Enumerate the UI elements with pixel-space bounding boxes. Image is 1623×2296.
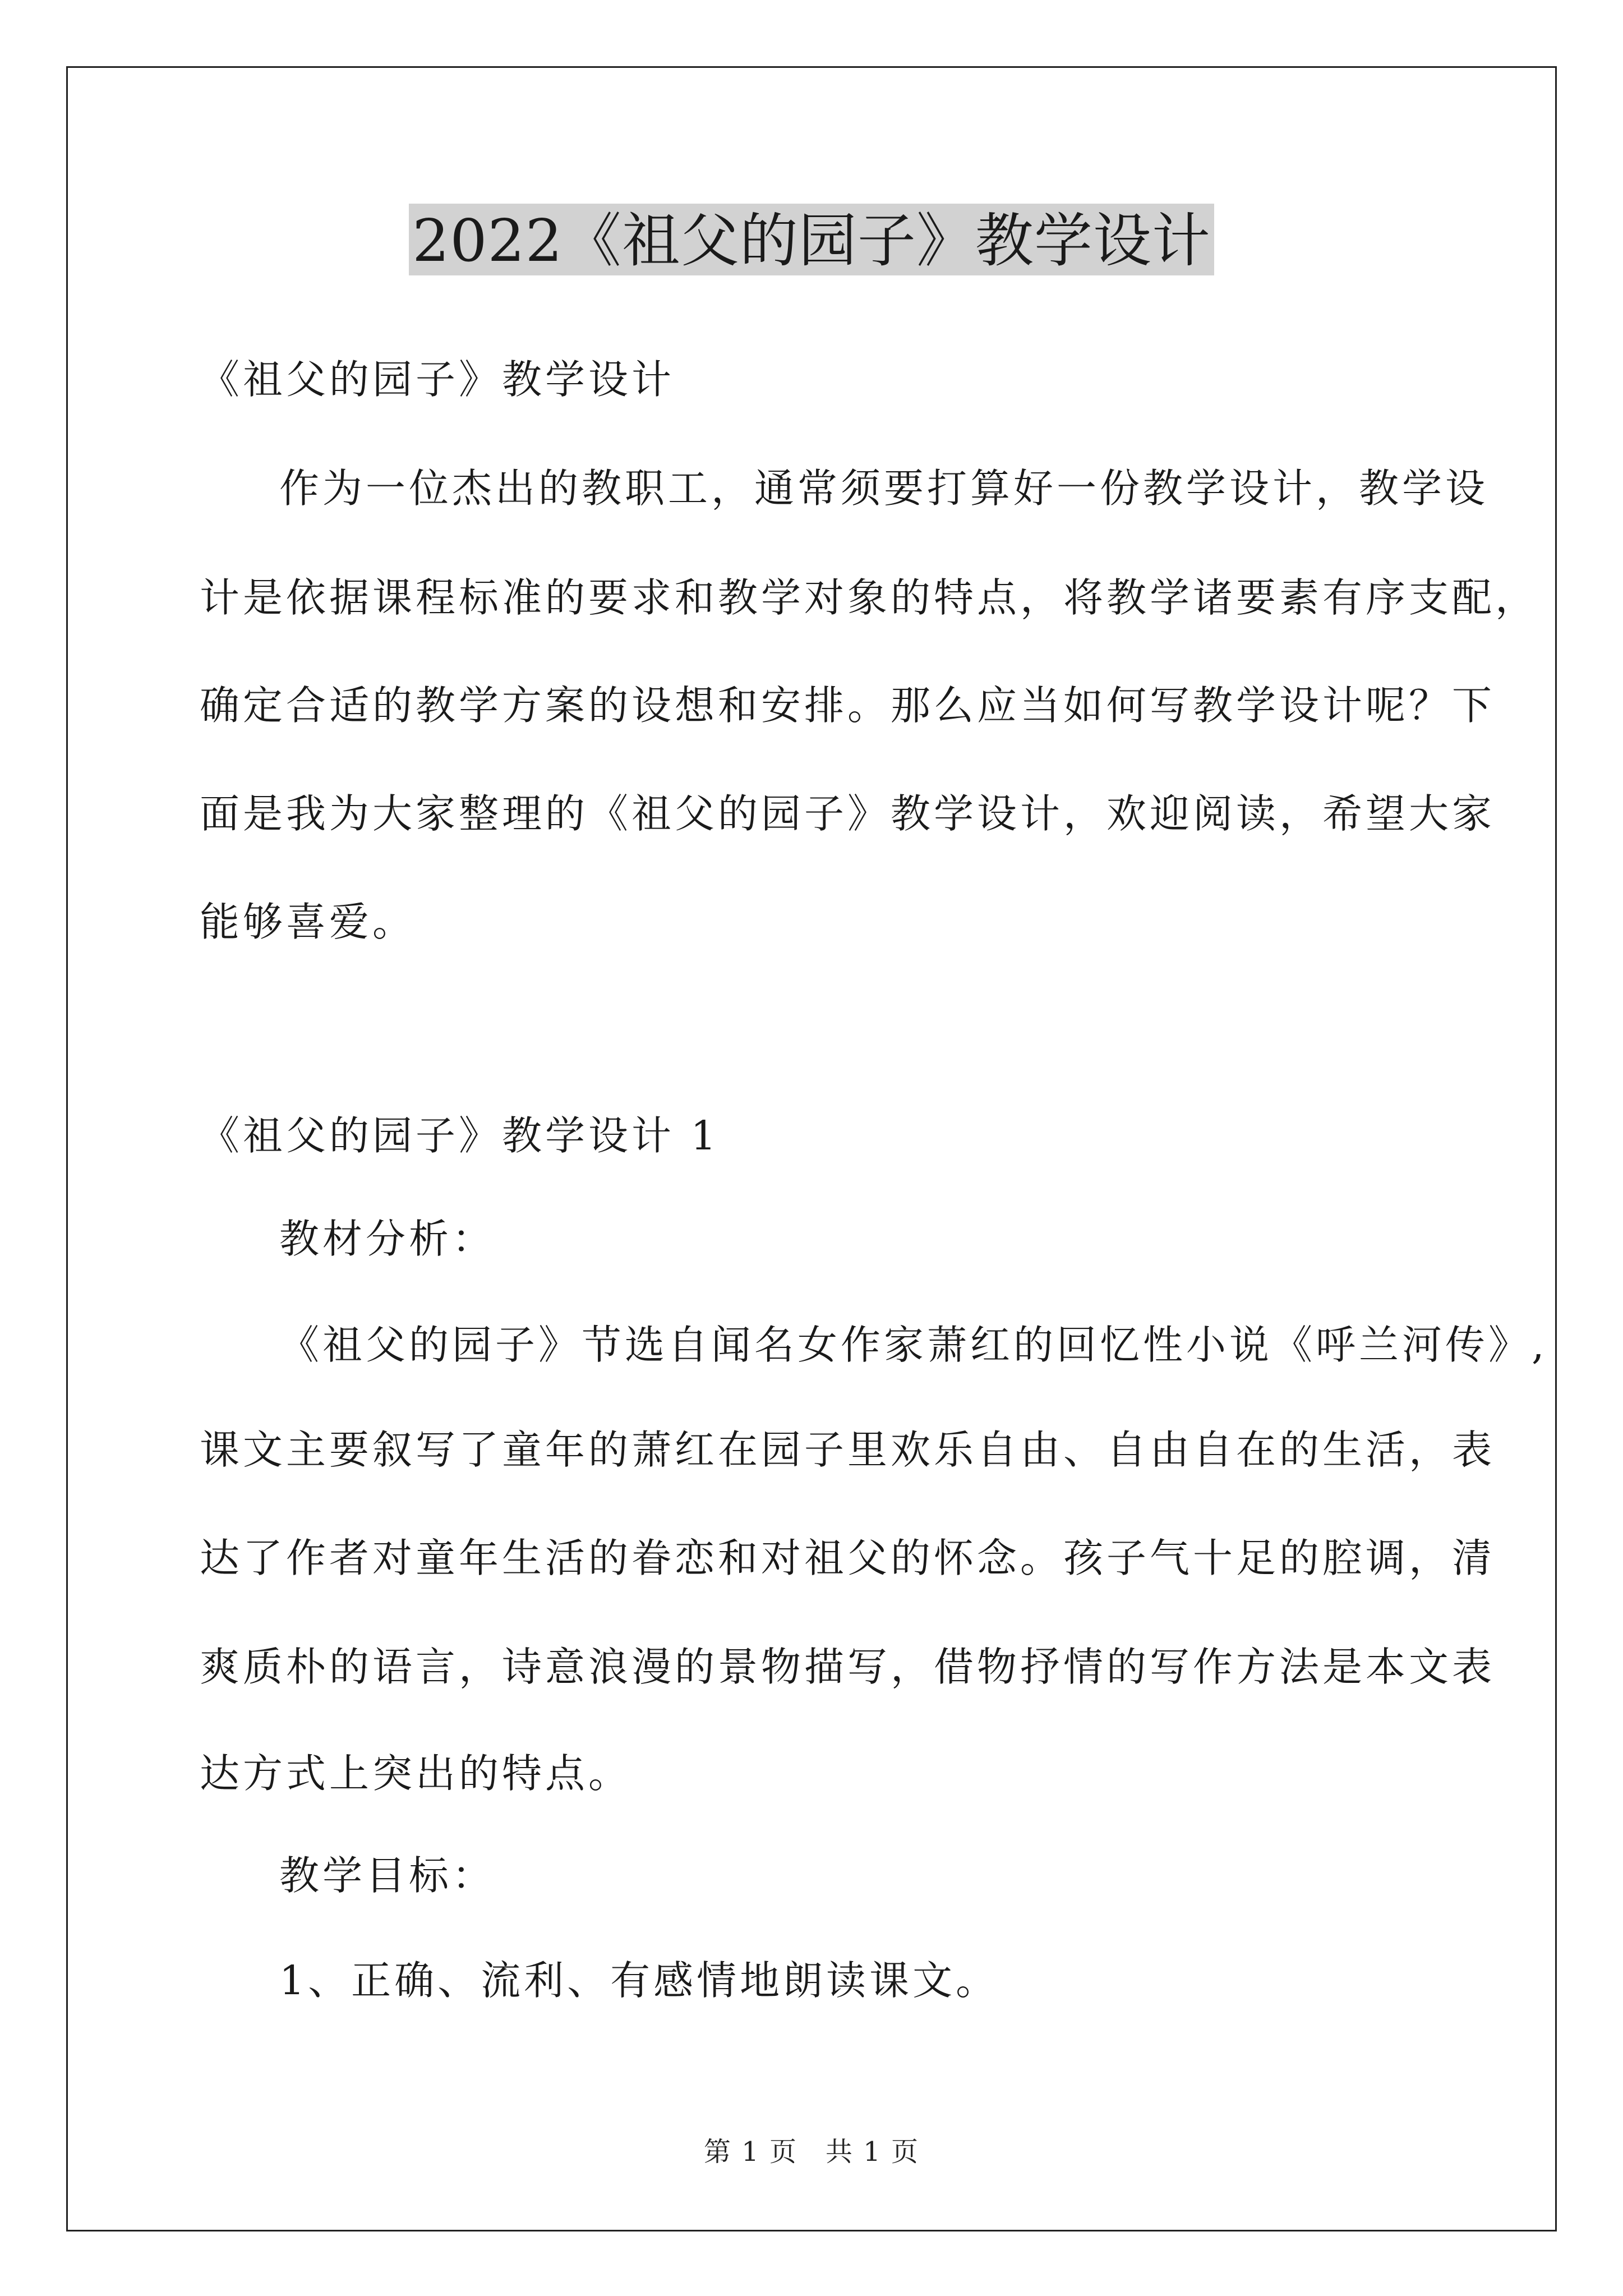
intro-line-4: 面是我为大家整理的《祖父的园子》教学设计，欢迎阅读，希望大家 <box>200 790 1496 837</box>
section-1-heading: 《祖父的园子》教学设计 1 <box>200 1112 720 1159</box>
intro-line-1: 作为一位杰出的教职工，通常须要打算好一份教学设计，教学设 <box>279 465 1489 512</box>
intro-line-5: 能够喜爱。 <box>200 899 416 945</box>
intro-heading: 《祖父的园子》教学设计 <box>200 356 675 403</box>
document-title <box>0 204 1623 275</box>
analysis-line-1: 《祖父的园子》节选自闻名女作家萧红的回忆性小说《呼兰河传》, <box>279 1322 1548 1368</box>
goal-item-1: 1、正确、流利、有感情地朗读课文。 <box>279 1957 999 2004</box>
analysis-line-4: 爽质朴的语言，诗意浪漫的景物描写，借物抒情的写作方法是本文表 <box>200 1644 1496 1690</box>
intro-line-2: 计是依据课程标准的要求和教学对象的特点，将教学诸要素有序支配， <box>200 574 1539 621</box>
goals-heading: 教学目标： <box>279 1852 496 1899</box>
analysis-line-2: 课文主要叙写了童年的萧红在园子里欢乐自由、自由自在的生活，表 <box>200 1427 1496 1473</box>
analysis-heading: 教材分析： <box>279 1216 496 1262</box>
analysis-line-5: 达方式上突出的特点。 <box>200 1750 632 1797</box>
page-indicator: 第 1 页 共 1 页 <box>703 2136 920 2168</box>
analysis-line-3: 达了作者对童年生活的眷恋和对祖父的怀念。孩子气十足的腔调，清 <box>200 1535 1496 1581</box>
intro-line-3: 确定合适的教学方案的设想和安排。那么应当如何写教学设计呢？下 <box>200 682 1496 729</box>
document-title-text: 2022《祖父的园子》教学设计 <box>409 204 1214 275</box>
